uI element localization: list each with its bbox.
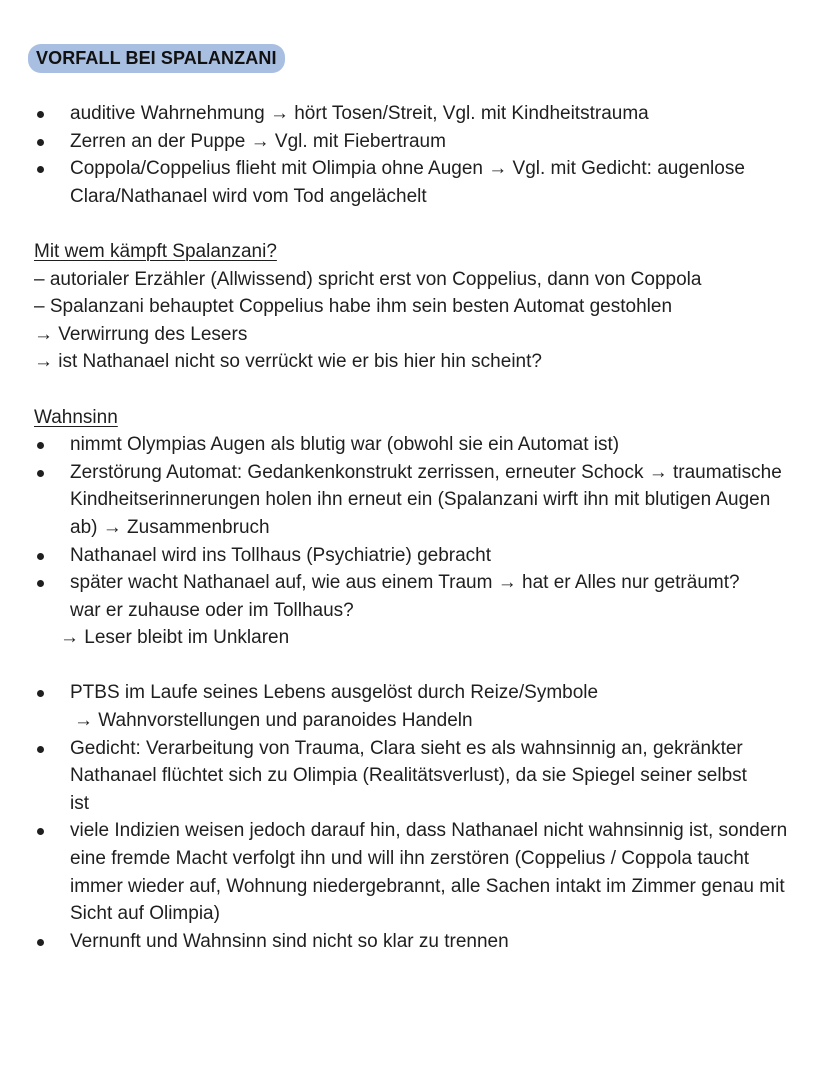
list-item [34,569,760,624]
text-line: → Leser bleibt im Unklaren [60,627,290,649]
list-item [34,679,804,734]
list-item-text: später wacht Nathanael auf, wie aus einem Traum → hat er Alles nur geträumt? war er zuhause oder im Tollhaus? [70,572,740,621]
document-body [34,100,804,955]
list-item [34,542,804,570]
list-item [34,431,804,459]
text-line: → Verwirrung des Lesers [34,323,248,345]
list-item-text: Coppola/Coppelius flieht mit Olimpia ohne Augen → Vgl. mit Gedicht: augenlose Clara/Nathanael wird vom Tod angelächelt [70,158,745,207]
section-heading-wahnsinn: Wahnsinn [34,406,118,428]
text-line: – autorialer Erzähler (Allwissend) spricht erst von Coppelius, dann von Coppola [34,268,702,290]
list-item [34,100,804,128]
text-line: – Spalanzani behauptet Coppelius habe ihm sein besten Automat gestohlen [34,296,673,318]
list-item-text: PTBS im Laufe seines Lebens ausgelöst durch Reize/Symbole [70,682,599,704]
list-item [34,155,770,210]
list-item [34,459,786,542]
list-item [34,928,804,956]
list-item [34,735,770,818]
section-wahnsinn-list [34,431,804,624]
list-item-text: Zerren an der Puppe → Vgl. mit Fiebertraum [70,130,446,152]
list-item-text: Gedicht: Verarbeitung von Trauma, Clara sieht es als wahnsinnig an, gekränkter Nathanael flüchtet sich zu Olimpia (Realitätsverlust), da sie Spiegel seiner selbst ist [70,737,747,814]
list-item-text: Vernunft und Wahnsinn sind nicht so klar zu trennen [70,930,509,952]
section-heading-spalanzani: Mit wem kämpft Spalanzani? [34,240,277,262]
list-item [34,128,804,156]
list-item [34,817,792,927]
list-item-text: Zerstörung Automat: Gedankenkonstrukt zerrissen, erneuter Schock → traumatische Kindheitserinnerungen holen ihn erneut ein (Spalanzani wirft ihn mit blutigen Augen ab) → Zusammenbruch [70,461,782,538]
list-item-text: viele Indizien weisen jedoch darauf hin, dass Nathanael nicht wahnsinnig ist, sondern eine fremde Macht verfolgt ihn und will ihn zerstören (Coppelius / Coppola taucht immer wieder auf, Wohnung niedergebrannt, alle Sachen intakt im Zimmer genau mit Sicht auf Olimpia) [70,820,788,925]
section-ptbs-list [34,679,804,955]
page-title: VORFALL BEI SPALANZANI [28,44,285,73]
text-line: → ist Nathanael nicht so verrückt wie er bis hier hin scheint? [34,351,542,373]
list-item-subline: → Wahnvorstellungen und paranoides Handeln [74,710,473,732]
list-item-text: nimmt Olympias Augen als blutig war (obwohl sie ein Automat ist) [70,434,620,456]
section-vorfall-list [34,100,804,210]
list-item-text: auditive Wahrnehmung → hört Tosen/Streit, Vgl. mit Kindheitstrauma [70,103,649,124]
list-item-text: Nathanael wird ins Tollhaus (Psychiatrie) gebracht [70,544,492,566]
